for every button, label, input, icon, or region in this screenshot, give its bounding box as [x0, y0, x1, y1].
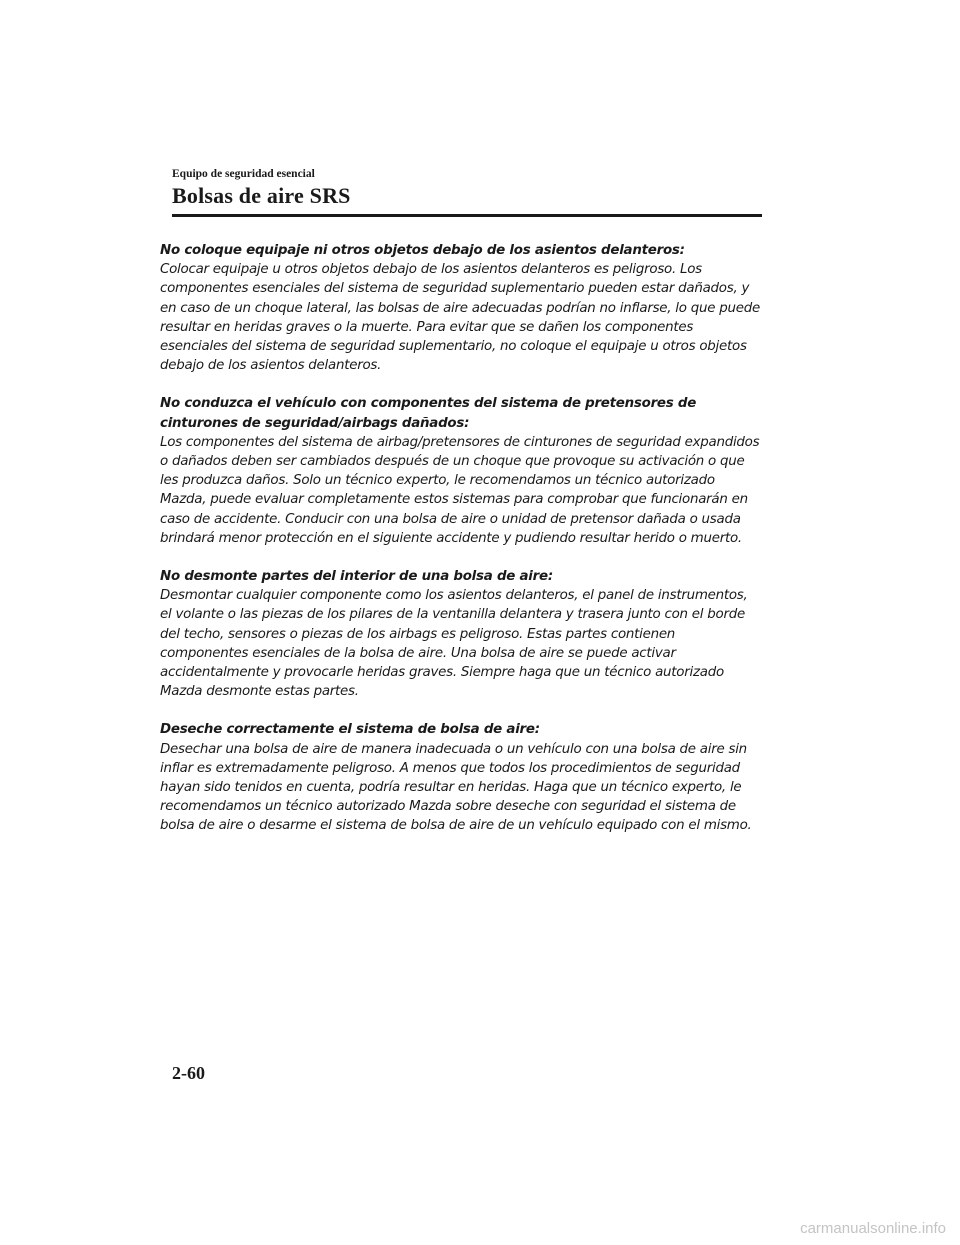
- warning-body: Desechar una bolsa de aire de manera inadecuada o un vehículo con una bolsa de aire sin inflar es extremadamente peligroso. A menos que todos los procedimientos de seguridad hayan sido tenidos en cuenta, podría resultar en heridas. Haga que un técnico experto, le recomendamos un técnico autorizado Mazda sobre deseche con seguridad el sistema de bolsa de aire o desarme el sistema de bolsa de aire de un vehículo equipado con el mismo.: [160, 741, 752, 834]
- title-rule: [172, 214, 762, 217]
- warning-body: Colocar equipaje u otros objetos debajo de los asientos delanteros es peligroso. Los componentes esenciales del sistema de seguridad suplementario pueden estar dañados, y en caso de un choque lateral, las bolsas de aire adecuadas podrían no inflarse, lo que puede resultar en heridas graves o la muerte. Para evitar que se dañen los componentes esenciales del sistema de seguridad suplementario, no coloque el equipaje u otros objetos debajo de los asientos delanteros.: [160, 262, 760, 374]
- warning-body: Desmontar cualquier componente como los asientos delanteros, el panel de instrumentos, el volante o las piezas de los pilares de la ventanilla delantera y trasera junto con el borde del techo, sensores o piezas de los airbags es peligroso. Estas partes contienen componentes esenciales de la bolsa de aire. Una bolsa de aire se puede activar accidentalmente y provocarle heridas graves. Siempre haga que un técnico autorizado Mazda desmonte estas partes.: [160, 588, 748, 700]
- page-title: Bolsas de aire SRS: [172, 183, 351, 208]
- section-kicker: Equipo de seguridad esencial: [172, 168, 315, 180]
- warning-heading: Deseche correctamente el sistema de bolsa de aire:: [160, 722, 540, 738]
- warning-block-disposal: [160, 720, 760, 835]
- warning-block-damaged-components: [160, 394, 760, 548]
- watermark: carmanualsonline.info: [800, 1220, 946, 1237]
- page-number: 2-60: [172, 1063, 205, 1083]
- warning-block-disassembly: [160, 567, 760, 701]
- warning-body: Los componentes del sistema de airbag/pretensores de cinturones de seguridad expandidos o dañados deben ser cambiados después de un choque que provoque su activación o que les produzca daños. Solo un técnico experto, le recomendamos un técnico autorizado Mazda, puede evaluar completamente estos sistemas para comprobar que funcionarán en caso de accidente. Conducir con una bolsa de aire o unidad de pretensor dañada o usada brindará menor protección en el siguiente accidente y pudiendo resultar herido o muerto.: [160, 434, 760, 546]
- warning-heading: No coloque equipaje ni otros objetos debajo de los asientos delanteros:: [160, 243, 685, 258]
- warnings-content: [160, 241, 760, 855]
- warning-heading: No desmonte partes del interior de una bolsa de aire:: [160, 569, 553, 585]
- warning-heading: No conduzca el vehículo con componentes del sistema de pretensores de cinturones de seguridad/airbags dañados:: [160, 396, 697, 431]
- warning-block-luggage: [160, 241, 760, 375]
